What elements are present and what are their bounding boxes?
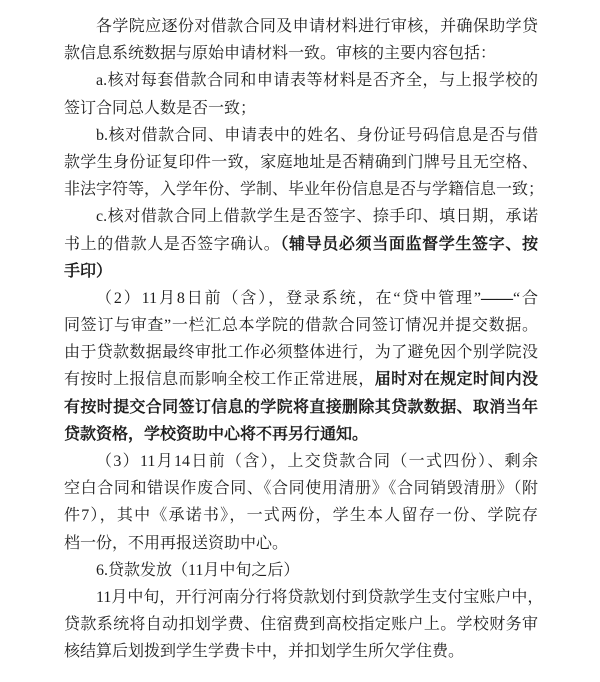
text-line [64, 638, 538, 665]
text-segment: b.核对借款合同、申请表中的姓名、身份证号码信息是否与借 [96, 126, 538, 144]
text-line [64, 312, 538, 339]
text-segment: 有按时上报信息而影响全校工作正常进展， [64, 371, 375, 389]
text-segment: 各学院应逐份对借款合同及申请材料进行审核，并确保助学贷 [96, 18, 538, 35]
text-segment: 由于贷款数据最终审批工作必须整体进行，为了避免因个别学院没 [64, 344, 538, 362]
text-line [64, 40, 538, 67]
text-line [64, 421, 538, 448]
text-segment: 手印） [64, 262, 113, 280]
text-line [64, 176, 545, 203]
text-segment: c.核对借款合同上借款学生是否签字、捺手印、填日期，承诺 [96, 208, 538, 226]
text-line [64, 502, 538, 529]
text-line [64, 231, 538, 258]
text-segment: 款学生身份证复印件一致，家庭地址是否精确到门牌号且无空格、 [64, 153, 538, 171]
text-line [64, 67, 538, 94]
text-segment: 空白合同和错误作废合同、《合同使用清册》《合同销毁清册》（附 [64, 480, 538, 498]
text-segment: 签订合同总人数是否一致； [64, 99, 257, 117]
text-segment: “合 [513, 289, 538, 307]
text-line [64, 475, 538, 502]
text-line [64, 394, 538, 421]
text-segment: 核结算后划拨到学生学费卡中，并扣划学生所欠学住费。 [64, 643, 465, 661]
text-segment: 贷款资格，学校资助中心将不再另行通知。 [64, 425, 369, 443]
document-body [64, 13, 545, 666]
text-segment: 款信息系统数据与原始申请材料一致。审核的主要内容包括： [64, 45, 497, 63]
text-segment: 档一份，不用再报送资助中心。 [64, 534, 289, 552]
text-segment: （辅导员必须当面监督学生签字、按 [280, 235, 538, 253]
text-segment: 非法字符等，入学年份、学制、毕业年份信息是否与学籍信息一致； [64, 181, 545, 199]
text-line [64, 557, 538, 584]
text-segment: 同签订与审查”一栏汇总本学院的借款合同签订情况并提交数据。 [64, 317, 538, 335]
text-line [64, 13, 538, 40]
text-line [64, 149, 538, 176]
text-line [64, 285, 538, 312]
text-segment: 6.贷款发放（11月中旬之后） [96, 561, 300, 579]
text-line [64, 530, 538, 557]
text-segment: 贷款系统将自动扣划学费、住宿费到高校指定账户上。学校财务审 [64, 616, 538, 634]
text-line [64, 611, 538, 638]
text-segment: （3）11月14日前（含），上交贷款合同（一式四份）、剩余 [96, 453, 538, 470]
text-line [64, 366, 538, 393]
text-segment: 书上的借款人是否签字确认。 [64, 235, 281, 253]
text-line [64, 203, 538, 230]
text-line [64, 258, 538, 285]
text-segment: （2）11月8日前（含），登录系统，在“贷中管理” [96, 289, 481, 307]
text-line [64, 122, 538, 149]
text-segment: —— [481, 289, 513, 307]
text-segment: 件7），其中《承诺书》，一式两份，学生本人留存一份、学院存 [64, 507, 538, 525]
text-line [64, 448, 538, 475]
text-line [64, 584, 544, 611]
text-segment: 有按时提交合同签订信息的学院将直接删除其贷款数据、取消当年 [64, 398, 538, 416]
text-line [64, 95, 538, 122]
text-segment: a.核对每套借款合同和申请表等材料是否齐全，与上报学校的 [96, 72, 538, 90]
text-line [64, 339, 538, 366]
text-segment: 11月中旬，开行河南分行将贷款划付到贷款学生支付宝账户中， [96, 588, 544, 606]
text-segment: 届时对在规定时间内没 [374, 371, 538, 389]
